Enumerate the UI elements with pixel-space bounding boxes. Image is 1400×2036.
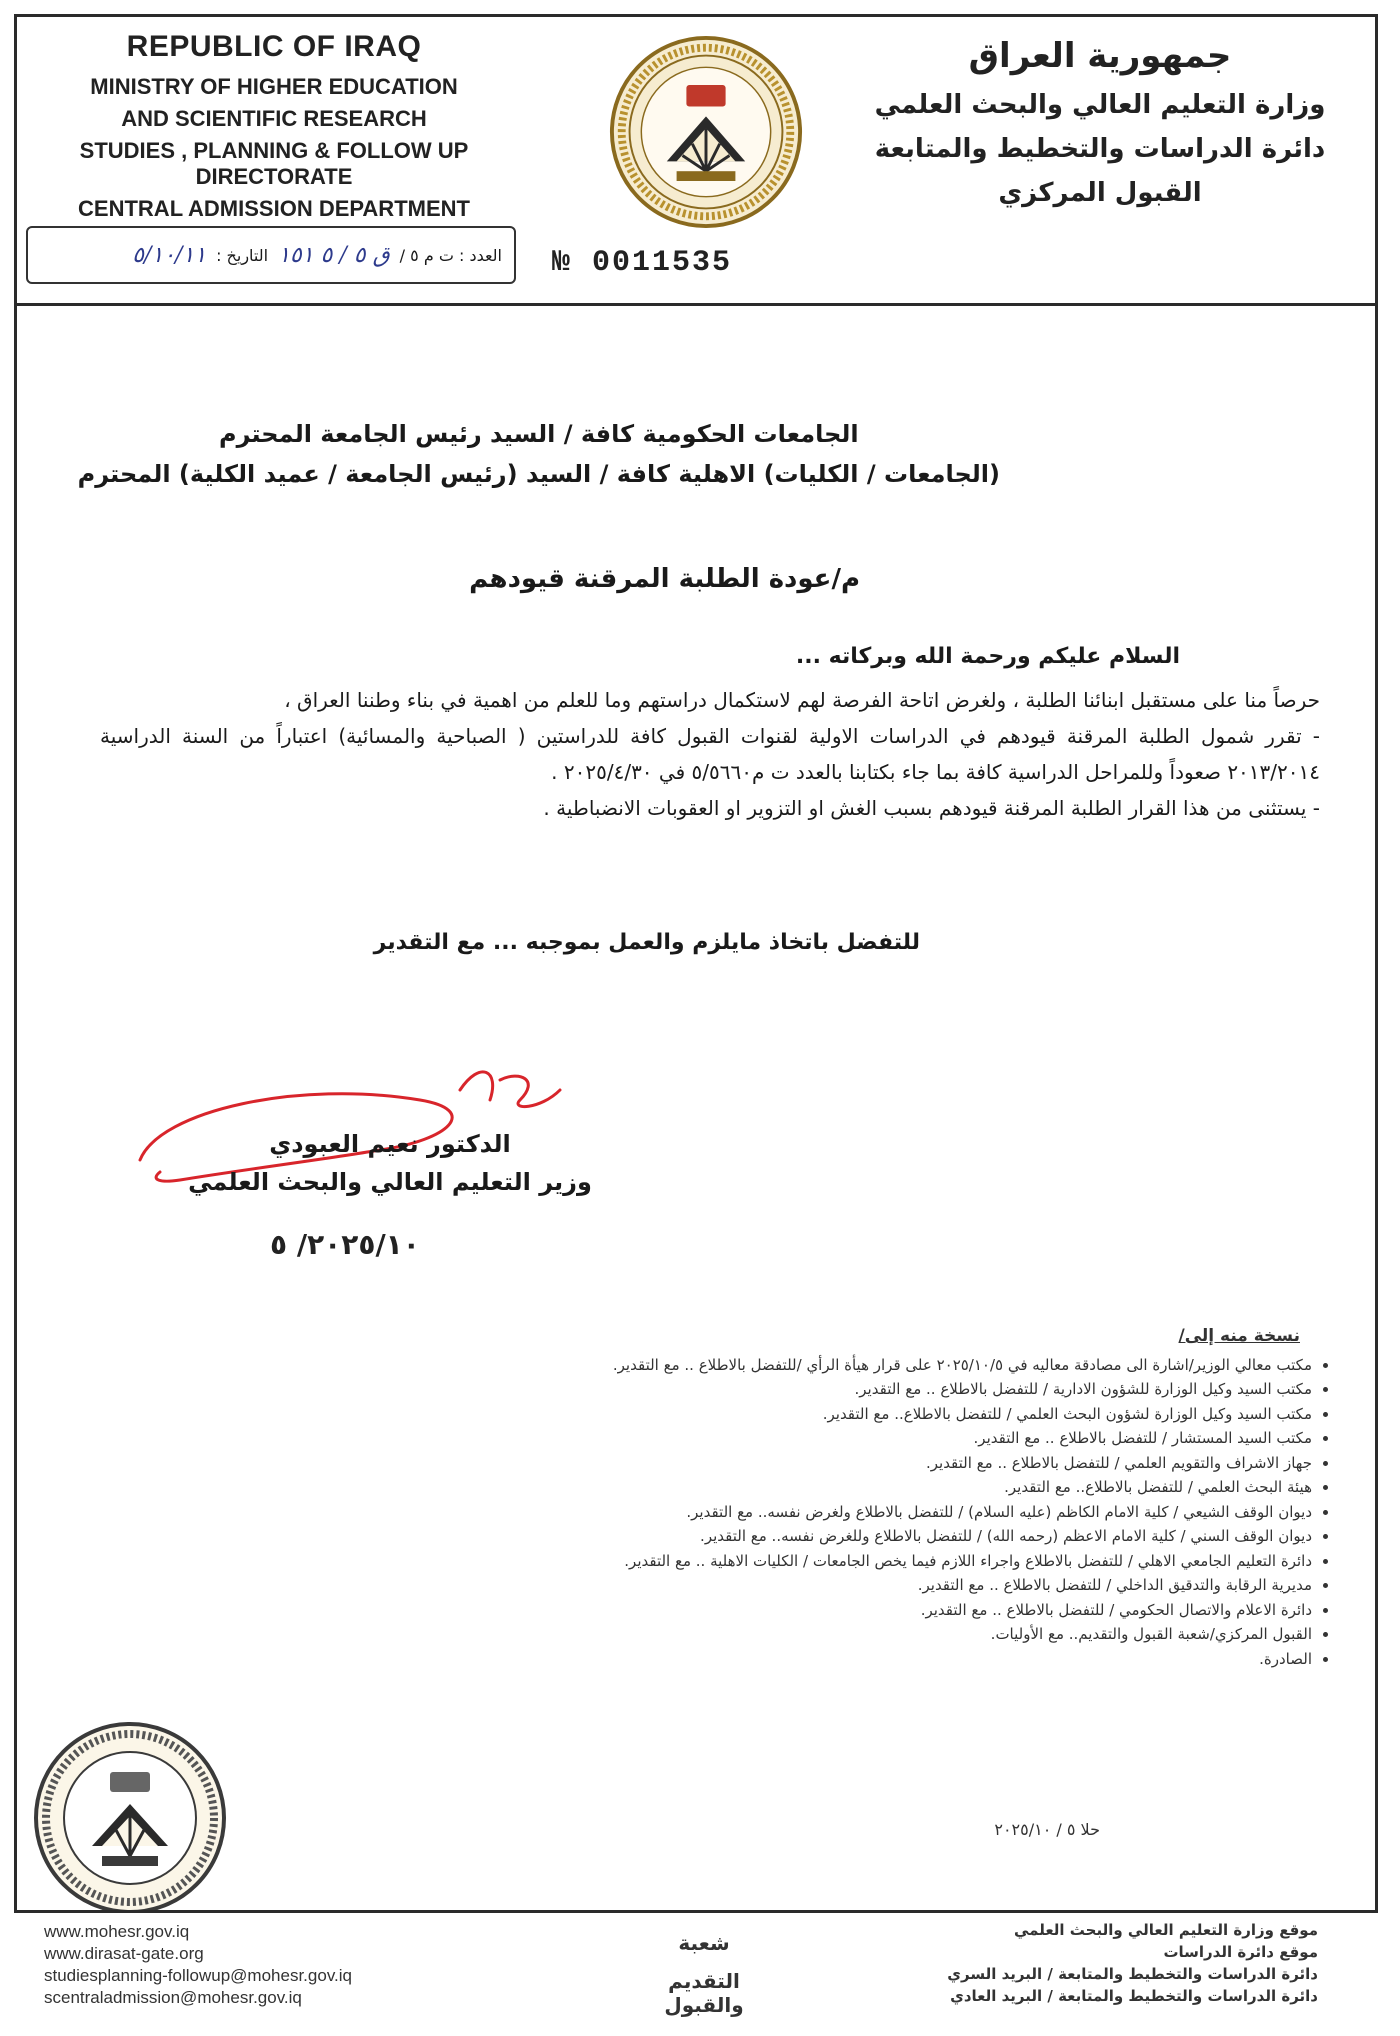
footer <box>14 1910 1378 2020</box>
copy-list <box>220 1324 1340 1671</box>
greeting: السلام عليكم ورحمة الله وبركاته ... <box>795 644 1180 669</box>
footer-contact-line: موقع وزارة التعليم العالي والبحث العلمي <box>1013 1921 1318 1939</box>
list-item: • مكتب معالي الوزير/اشارة الى مصادقة معاليه في ٢٠٢٥/١٠/٥ على قرار هيأة الرأي /للتفضل بالاطلاع .. مع التقدير. <box>220 1353 1312 1378</box>
footer-unit <box>634 1931 774 2031</box>
footer-unit-line2: التقديم والقبول <box>664 1969 744 2017</box>
list-item: • دائرة التعليم الجامعي الاهلي / للتفضل بالاطلاع واجراء اللازم فيما يخص الجامعات / الكليات الاهلية .. مع التقدير. <box>220 1549 1312 1574</box>
ministry-ar: وزارة التعليم العالي والبحث العلمي <box>874 90 1326 120</box>
reference-box <box>26 226 516 284</box>
list-item: • هيئة البحث العلمي / للتفضل بالاطلاع.. مع التقدير. <box>220 1475 1312 1500</box>
ministry-seal-icon <box>608 34 804 230</box>
drafter-initials-date: حلا ٥ / ٢٠٢٥/١٠ <box>994 1820 1100 1839</box>
footer-contact-line: دائرة الدراسات والتخطيط والمتابعة / البريد العادي <box>950 1987 1318 2005</box>
directorate-en: STUDIES , PLANNING & FOLLOW UP DIRECTORATE <box>79 138 469 189</box>
ministry-stamp-icon <box>30 1718 230 1918</box>
list-item: • مكتب السيد المستشار / للتفضل بالاطلاع .. مع التقدير. <box>220 1426 1312 1451</box>
footer-unit-line1: شعبة <box>678 1931 730 1955</box>
directorate-ar: دائرة الدراسات والتخطيط والمتابعة <box>874 134 1326 164</box>
ref-number-label: العدد : ت م ٥ / <box>399 245 502 265</box>
list-item: • مكتب السيد وكيل الوزارة لشؤون البحث العلمي / للتفضل بالاطلاع.. مع التقدير. <box>220 1402 1312 1427</box>
paragraph-exception: - يستثنى من هذا القرار الطلبة المرقنة قيودهم بسبب الغش او التزوير او العقوبات الانضباطية . <box>543 796 1320 820</box>
addressee <box>78 420 1000 500</box>
ministry-en-line1: MINISTRY OF HIGHER EDUCATION <box>90 74 458 99</box>
list-item: • ديوان الوقف الشيعي / كلية الامام الكاظم (عليه السلام) / للتفضل بالاطلاع ولغرض نفسه.. مع التقدير. <box>220 1500 1312 1525</box>
signatory-name: الدكتور نعيم العبودي <box>269 1130 511 1158</box>
list-item: • القبول المركزي/شعبة القبول والتقديم.. مع الأوليات. <box>220 1622 1312 1647</box>
list-item: • جهاز الاشراف والتقويم العلمي / للتفضل بالاطلاع .. مع التقدير. <box>220 1451 1312 1476</box>
body-paragraphs <box>100 682 1320 826</box>
paragraph-intro: حرصاً منا على مستقبل ابنائنا الطلبة ، ولغرض اتاحة الفرصة لهم لاستكمال دراستهم وما للعلم من اهمية في بناء وطننا العراق ، <box>284 688 1320 712</box>
signatory <box>170 1130 610 1206</box>
website-link[interactable]: www.mohesr.gov.iq <box>44 1922 190 1941</box>
list-item: • مديرية الرقابة والتدقيق الداخلي / للتفضل بالاطلاع .. مع التقدير. <box>220 1573 1312 1598</box>
list-item: • دائرة الاعلام والاتصال الحكومي / للتفضل بالاطلاع .. مع التقدير. <box>220 1598 1312 1623</box>
ref-number-value: ق ٥ / ٥ ١٥١ <box>278 242 390 268</box>
signature-date: ٢٠٢٥/١٠/ ٥ <box>270 1228 420 1261</box>
copy-list-items <box>220 1353 1340 1672</box>
addressee-line2: (الجامعات / الكليات) الاهلية كافة / السيد (رئيس الجامعة / عميد الكلية) المحترم <box>77 460 1000 488</box>
serial-number: № 0011535 <box>552 246 733 280</box>
ministry-en-line2: AND SCIENTIFIC RESEARCH <box>121 106 427 131</box>
footer-contact-line: دائرة الدراسات والتخطيط والمتابعة / البريد السري <box>947 1965 1318 1983</box>
footer-contact-line: موقع دائرة الدراسات <box>1163 1943 1318 1961</box>
letterhead-english <box>24 30 524 222</box>
closing-line: للتفضل باتخاذ مايلزم والعمل بموجبه ... مع التقدير <box>373 930 920 955</box>
list-item: • ديوان الوقف السني / كلية الامام الاعظم (رحمه الله) / للتفضل بالاطلاع وللغرض نفسه.. مع التقدير. <box>220 1524 1312 1549</box>
ref-date-label: التاريخ : <box>216 245 269 265</box>
paragraph-decision: - تقرر شمول الطلبة المرقنة قيودهم في الدراسات الاولية لقنوات القبول كافة للدراستين ( الصباحية والمسائية) اعتباراً من السنة الدراسية ٢٠١٣/٢٠١٤ صعوداً وللمراحل الدراسية كافة بما جاء بكتابنا بالعدد ت م٥/٥٦٦٠ في ٢٠٢٥/٤/٣٠ . <box>100 724 1320 784</box>
signatory-title: وزير التعليم العالي والبحث العلمي <box>188 1168 592 1196</box>
country-ar: جمهورية العراق <box>968 36 1232 76</box>
ref-date-value: ٥/١٠/١١ <box>132 242 207 268</box>
list-item: • مكتب السيد وكيل الوزارة للشؤون الادارية / للتفضل بالاطلاع .. مع التقدير. <box>220 1377 1312 1402</box>
addressee-line1: الجامعات الحكومية كافة / السيد رئيس الجامعة المحترم <box>218 420 859 448</box>
letterhead-arabic <box>840 36 1360 208</box>
email-link[interactable]: studiesplanning-followup@mohesr.gov.iq <box>44 1966 353 1985</box>
list-item: • الصادرة. <box>220 1647 1312 1672</box>
department-en: CENTRAL ADMISSION DEPARTMENT <box>78 196 470 221</box>
country-en: REPUBLIC OF IRAQ <box>126 30 422 63</box>
subject-line: م/عودة الطلبة المرقنة قيودهم <box>469 564 860 594</box>
website-link[interactable]: www.dirasat-gate.org <box>44 1944 204 1963</box>
department-ar: القبول المركزي <box>998 178 1202 208</box>
footer-contacts <box>947 1919 1318 2007</box>
footer-websites <box>44 1921 352 2009</box>
email-link[interactable]: scentraladmission@mohesr.gov.iq <box>44 1988 302 2007</box>
copy-list-title: نسخة منه إلى/ <box>1178 1326 1300 1346</box>
